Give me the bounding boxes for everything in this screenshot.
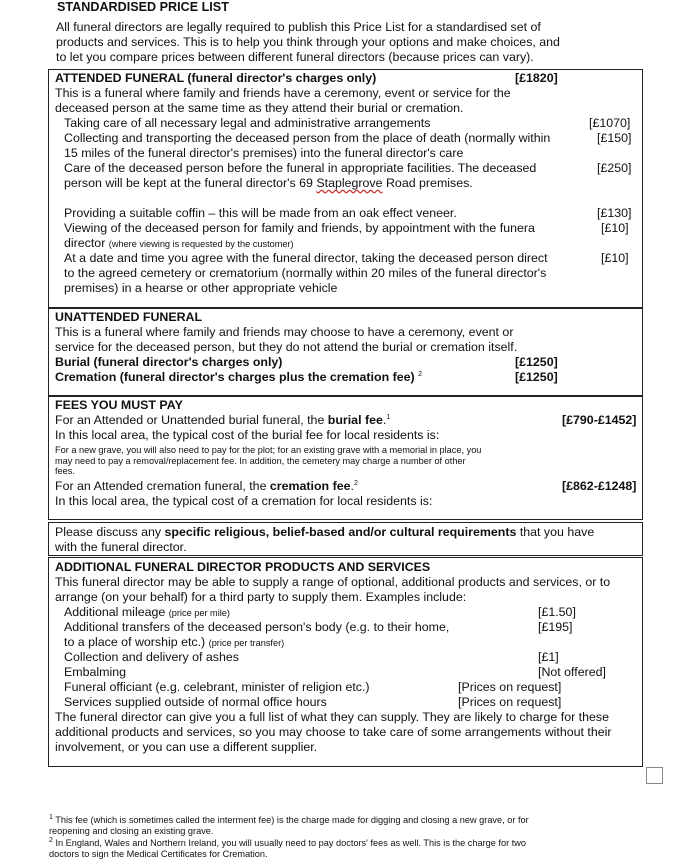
additional-ashes — [55, 650, 642, 665]
additional-closing: additional products and services, so you may choose to take care of some arrangements without their — [55, 725, 612, 739]
additional-mileage — [55, 605, 642, 620]
discuss-line — [55, 525, 642, 540]
item-text: Additional mileage — [64, 605, 169, 619]
fee-bold: burial fee — [327, 413, 383, 427]
item-text: Additional transfers of the deceased person's body (e.g. to their home, — [64, 620, 450, 634]
item-price: [Prices on request] — [458, 695, 562, 709]
cremation-local: In this local area, the typical cost of a cremation for local residents is: — [55, 493, 433, 508]
fee-text: For an Attended or Unattended burial funeral, the — [55, 413, 328, 427]
item-text: Care of the deceased person before the funeral in appropriate facilities. The deceased — [64, 161, 537, 175]
fee-text: . — [382, 413, 387, 427]
additional-embalming — [55, 665, 642, 680]
item-note: (price per transfer) — [208, 638, 285, 648]
attended-item-care — [55, 161, 642, 176]
footnote-1 — [49, 815, 629, 837]
discuss-text: Please discuss any — [55, 525, 165, 539]
additional-officiant — [55, 680, 642, 695]
item-price: [£1070] — [589, 116, 631, 130]
footnote-marker: 1 — [49, 813, 53, 821]
footnote-text: In England, Wales and Northern Ireland, you will usually need to pay doctors' fees as well. This is the charge for two — [52, 838, 527, 848]
footnote-2 — [49, 838, 629, 860]
attended-item-legal — [55, 116, 642, 131]
item-text: Viewing of the deceased person for family and friends, by appointment with the funera — [64, 221, 535, 235]
footnote-text: doctors to sign the Medical Certificates for Cremation. — [49, 849, 268, 859]
item-text — [55, 635, 642, 650]
burial-fee-row — [55, 413, 642, 428]
item-text — [55, 176, 642, 191]
item-price: [Not offered] — [538, 665, 606, 679]
fees-heading: FEES YOU MUST PAY — [55, 398, 183, 412]
item-text: Providing a suitable coffin – this will be made from an oak effect veneer. — [64, 206, 457, 220]
discuss-section — [48, 522, 643, 556]
item-price: [Prices on request] — [458, 680, 562, 694]
additional-section — [48, 557, 643, 767]
attended-item-viewing — [55, 221, 642, 236]
cremation-fee-price: [£862-£1248] — [562, 478, 637, 493]
item-text-part: Road premises. — [382, 176, 473, 190]
item-price: [£10] — [601, 221, 629, 235]
spacer — [55, 191, 642, 206]
item-text: Services supplied outside of normal office hours — [64, 695, 327, 709]
intro-line: to let you compare prices between different funeral directors (because prices can vary). — [56, 50, 534, 64]
burial-local: In this local area, the typical cost of the burial fee for local residents is: — [55, 428, 440, 442]
item-text: Taking care of all necessary legal and administrative arrangements — [64, 116, 431, 130]
burial-note — [55, 443, 642, 479]
footnote-marker: 2 — [418, 370, 422, 378]
attended-desc: This is a funeral where family and friends have a ceremony, event or service for the — [55, 86, 511, 100]
footnote-marker: 1 — [386, 413, 391, 421]
unattended-funeral-section — [48, 308, 643, 396]
checkbox[interactable] — [646, 767, 663, 784]
item-text: Embalming — [64, 665, 126, 679]
attended-item-transport — [55, 131, 642, 146]
item-text: Funeral officiant (e.g. celebrant, minister of religion etc.) — [64, 680, 370, 694]
unattended-burial-row — [55, 355, 642, 370]
item-text: 15 miles of the funeral director's premises) into the funeral director's care — [64, 146, 464, 160]
additional-transfers — [55, 620, 642, 635]
item-price: [£130] — [597, 206, 632, 220]
additional-closing: The funeral director can give you a full list of what they can supply. They are likely to charge for these — [55, 710, 609, 724]
item-text-part: person will be kept at the funeral director's 69 — [64, 176, 317, 190]
unattended-desc: This is a funeral where family and friends may choose to have a ceremony, event or — [55, 325, 514, 339]
cremation-fee-row — [55, 479, 642, 494]
item-text: to the agreed cemetery or crematorium (normally within 20 miles of the funeral director's — [64, 266, 547, 280]
cremation-price: [£1250] — [515, 370, 558, 384]
additional-outside-hours — [55, 695, 642, 710]
fees-section — [48, 396, 643, 520]
discuss-line: with the funeral director. — [55, 540, 187, 554]
additional-desc: arrange (on your behalf) for a third party to supply them. Examples include: — [55, 590, 467, 604]
item-text: Collection and delivery of ashes — [64, 650, 239, 664]
attended-heading-row — [55, 71, 642, 86]
footnote-text: This fee (which is sometimes called the interment fee) is the charge made for digging and closing a new grave, or for — [52, 815, 529, 825]
item-price: [£1] — [538, 650, 559, 664]
item-price: [£150] — [597, 131, 632, 145]
item-text-part: to a place of worship etc.) — [64, 635, 209, 649]
note-line: may need to pay a removal/replacement fee. In addition, the cemetery may charge a number of other — [55, 455, 466, 466]
burial-label: Burial (funeral director's charges only) — [55, 355, 283, 369]
item-note: (price per mile) — [168, 608, 230, 618]
attended-total: [£1820] — [515, 71, 558, 85]
item-text: premises) in a hearse or other appropriate vehicle — [64, 281, 338, 295]
burial-price: [£1250] — [515, 355, 558, 369]
discuss-text: that you have — [516, 525, 595, 539]
attended-funeral-section — [48, 69, 643, 308]
item-text — [55, 236, 642, 251]
item-price: [£1.50] — [538, 605, 576, 619]
item-note: (where viewing is requested by the customer) — [108, 239, 294, 249]
item-text: Collecting and transporting the deceased person from the place of death (normally within — [64, 131, 551, 145]
item-price: [£10] — [601, 251, 629, 265]
attended-desc: deceased person at the same time as they attend their burial or cremation. — [55, 101, 464, 115]
intro-line: products and services. This is to help you think through your options and make choices, and — [56, 35, 560, 49]
intro-text — [56, 20, 646, 65]
footnote-marker: 2 — [353, 479, 358, 487]
attended-item-coffin — [55, 206, 642, 221]
cremation-label: Cremation (funeral director's charges plus the cremation fee) — [55, 370, 415, 384]
item-text-part: director — [64, 236, 109, 250]
discuss-bold: specific religious, belief-based and/or cultural requirements — [164, 525, 517, 539]
fee-text: For an Attended cremation funeral, the — [55, 478, 270, 493]
fee-text: . — [350, 478, 354, 493]
note-line: fees. — [55, 466, 75, 477]
item-price: [£195] — [538, 620, 573, 634]
unattended-desc: service for the deceased person, but they do not attend the burial or cremation itself. — [55, 340, 518, 354]
additional-closing: involvement, or you can use a different supplier. — [55, 740, 318, 754]
attended-heading: ATTENDED FUNERAL (funeral director's charges only) — [55, 71, 377, 85]
footnote-text: reopening and closing an existing grave. — [49, 826, 214, 836]
page-title: STANDARDISED PRICE LIST — [57, 0, 229, 14]
unattended-heading: UNATTENDED FUNERAL — [55, 310, 203, 324]
attended-item-hearse — [55, 251, 642, 266]
intro-line: All funeral directors are legally required to publish this Price List for a standardised set of — [56, 20, 541, 34]
item-text: At a date and time you agree with the funeral director, taking the deceased person direct — [64, 251, 548, 265]
spellcheck-word: Staplegrove — [316, 176, 383, 190]
footnote-marker: 2 — [49, 836, 53, 844]
additional-heading: ADDITIONAL FUNERAL DIRECTOR PRODUCTS AND SERVICES — [55, 560, 431, 574]
unattended-cremation-row — [55, 370, 642, 385]
note-line: For a new grave, you will also need to pay for the plot; for an existing grave with a memorial in place, you — [55, 445, 482, 455]
additional-desc: This funeral director may be able to supply a range of optional, additional products and services, or to — [55, 575, 611, 589]
burial-fee-price: [£790-£1452] — [562, 413, 637, 427]
fee-bold: cremation fee — [269, 478, 351, 493]
item-price: [£250] — [597, 161, 632, 175]
